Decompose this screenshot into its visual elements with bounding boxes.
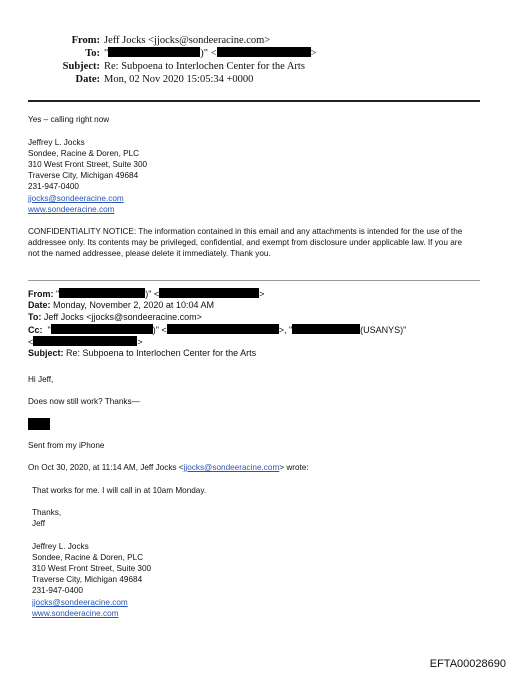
sig2-web-link[interactable]: www.sondeeracine.com	[32, 609, 119, 618]
quote-name: Jeff	[32, 519, 46, 528]
quote-intro	[28, 462, 309, 473]
sig-email-link[interactable]: jjocks@sondeeracine.com	[28, 194, 124, 203]
header-date-row	[0, 73, 480, 86]
fwd-from-quote: "	[56, 289, 60, 299]
sig-name: Jeffrey L. Jocks	[28, 138, 85, 147]
header-subject-row	[0, 60, 480, 73]
quote-intro-email-link[interactable]: jjocks@sondeeracine.com	[183, 463, 280, 472]
fwd-subject-value: Re: Subpoena to Interlochen Center for the Arts	[66, 348, 257, 358]
reply-line: Yes – calling right now	[28, 115, 110, 124]
redaction	[217, 47, 311, 57]
sig2-phone: 231-947-0400	[32, 586, 83, 595]
fwd-cc-row	[28, 324, 406, 337]
sig-web-link[interactable]: www.sondeeracine.com	[28, 205, 115, 214]
header-to-mid: )" <	[200, 48, 217, 59]
forward-divider	[28, 280, 480, 281]
fwd-cc-mid: )" <	[152, 325, 167, 335]
sig2-address: 310 West Front Street, Suite 300	[32, 564, 152, 573]
confidentiality-notice-line3: not the named addressee, please delete it immediately. Thank you.	[28, 249, 271, 258]
header-from-label: From:	[71, 35, 100, 46]
bates-number: EFTA00028690	[429, 658, 506, 670]
fwd-from-end: >	[259, 289, 265, 299]
redaction	[108, 47, 200, 57]
fwd-subject-label: Subject:	[28, 348, 64, 358]
fwd-cc-mid2: >, "	[278, 325, 293, 335]
redaction	[51, 324, 153, 334]
fwd-cc-lt: <	[28, 337, 34, 347]
fwd-cc-gt: >	[137, 337, 143, 347]
sig2-name: Jeffrey L. Jocks	[32, 542, 89, 551]
sig-firm: Sondee, Racine & Doren, PLC	[28, 149, 140, 158]
fwd-to-label: To:	[28, 312, 42, 322]
header-to-quote: "	[104, 48, 109, 59]
fwd-from-row	[28, 288, 264, 301]
fwd-to-value: Jeff Jocks <jjocks@sondeeracine.com>	[43, 312, 202, 322]
header-date-label: Date:	[75, 74, 100, 85]
fwd-date-value: Monday, November 2, 2020 at 10:04 AM	[53, 300, 214, 310]
fwd-from-mid: )" <	[145, 289, 160, 299]
sent-from: Sent from my iPhone	[28, 441, 105, 450]
redaction	[59, 288, 145, 298]
fwd-date-row	[28, 300, 214, 312]
greeting: Hi Jeff,	[28, 375, 54, 384]
redaction	[28, 418, 50, 430]
quote-intro-pre: On Oct 30, 2020, at 11:14 AM, Jeff Jocks <	[28, 463, 184, 472]
redaction	[292, 324, 360, 334]
header-from-row	[0, 34, 480, 47]
fwd-cc-usanys: (USANYS)"	[360, 325, 407, 335]
header-from-value: Jeff Jocks <jjocks@sondeeracine.com>	[104, 35, 271, 46]
sig2-email-link[interactable]: jjocks@sondeeracine.com	[32, 598, 128, 607]
quote-body: That works for me. I will call in at 10am Monday.	[32, 486, 207, 495]
header-to-label: To:	[85, 48, 100, 59]
header-to-row	[0, 47, 480, 60]
message-body: Does now still work? Thanks—	[28, 397, 140, 406]
header-subject-value: Re: Subpoena to Interlochen Center for the Arts	[104, 61, 305, 72]
fwd-date-label: Date:	[28, 300, 51, 310]
quote-intro-post: > wrote:	[279, 463, 309, 472]
fwd-to-row	[28, 312, 202, 324]
fwd-subject-row	[28, 348, 256, 360]
sig-address: 310 West Front Street, Suite 300	[28, 160, 148, 169]
header-subject-label: Subject:	[62, 61, 100, 72]
redaction	[33, 336, 137, 346]
confidentiality-notice-line1: CONFIDENTIALITY NOTICE: The information contained in this email and any attachments is intended for the use of the	[28, 227, 463, 236]
fwd-from-label: From:	[28, 289, 54, 299]
fwd-cc-label: Cc:	[28, 325, 43, 335]
header-divider	[28, 100, 480, 102]
quote-thanks: Thanks,	[32, 508, 62, 517]
fwd-cc-quote: "	[47, 325, 51, 335]
confidentiality-notice-line2: addressee only. Its contents may be privileged, confidential, and exempt from disclosure under applicable law. If you are	[28, 238, 463, 247]
sig2-city: Traverse City, Michigan 49684	[32, 575, 143, 584]
redaction	[159, 288, 259, 298]
redaction	[167, 324, 279, 334]
header-date-value: Mon, 02 Nov 2020 15:05:34 +0000	[104, 74, 254, 85]
sig2-firm: Sondee, Racine & Doren, PLC	[32, 553, 144, 562]
header-to-end: >	[310, 48, 317, 59]
sig-phone: 231-947-0400	[28, 182, 79, 191]
fwd-cc-row2	[28, 336, 143, 349]
sig-city: Traverse City, Michigan 49684	[28, 171, 139, 180]
